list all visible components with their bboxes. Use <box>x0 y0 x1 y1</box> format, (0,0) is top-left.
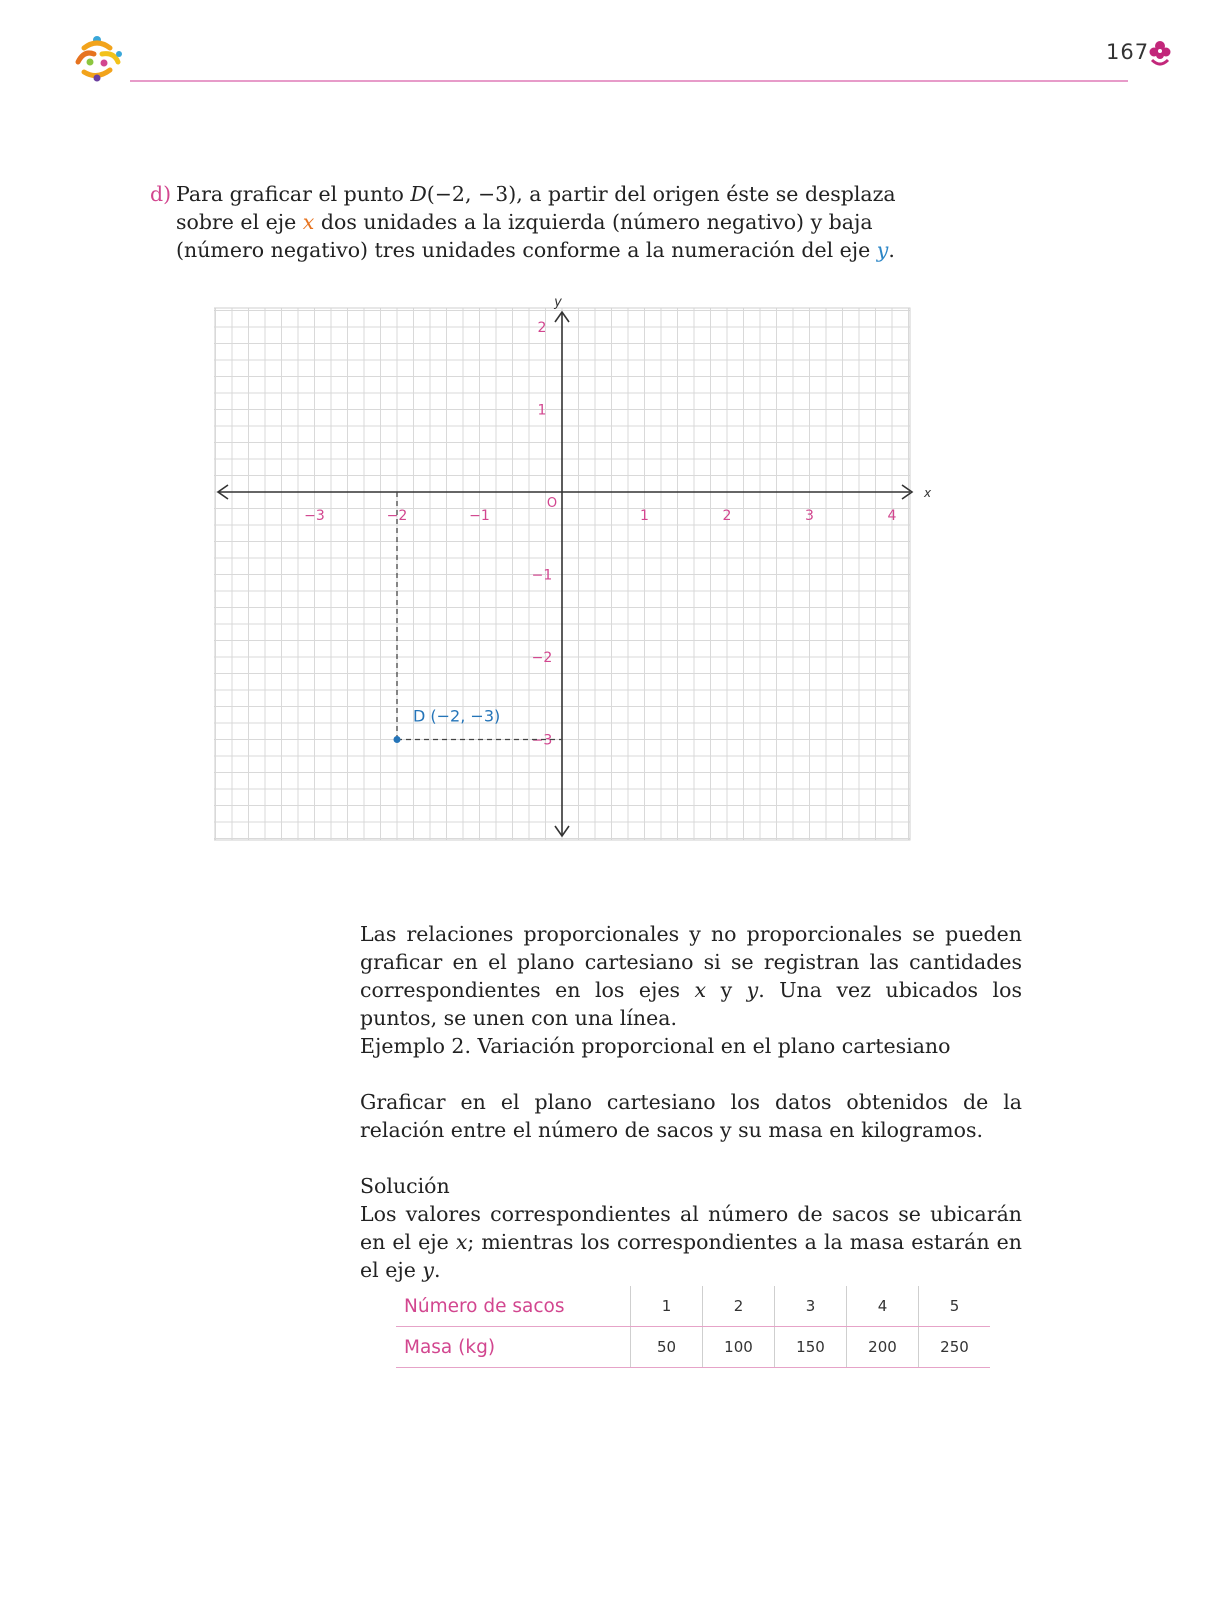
y-tick-label: 1 <box>537 402 547 419</box>
x-tick-label: 4 <box>887 508 897 524</box>
paragraph-instruction: Graficar en el plano cartesiano los datos obtenidos de la relación entre el número de sacos y su masa en kilogramos. <box>360 1090 1022 1142</box>
y-tick-label: −1 <box>531 567 553 584</box>
point-marker <box>394 736 401 743</box>
paragraph-proportional-relations <box>360 920 1022 1032</box>
sacks-mass-table <box>396 1286 990 1368</box>
item-d-text-1: Para graficar el punto <box>176 182 411 206</box>
item-d-y-var: y <box>876 238 889 262</box>
y-tick-label: −3 <box>531 732 553 749</box>
p1-y-var: y <box>746 978 759 1002</box>
row-header-sacks: Número de sacos <box>396 1286 631 1327</box>
paragraph-solution <box>360 1172 1022 1284</box>
item-d-coords: (−2, −3) <box>426 182 517 206</box>
p1-x-var: x <box>694 978 707 1002</box>
p1-text-b: y <box>706 978 747 1002</box>
point-label: D (−2, −3) <box>413 706 501 726</box>
table-cell: 100 <box>703 1327 775 1368</box>
table-row <box>396 1286 990 1327</box>
solution-title: Solución <box>360 1174 450 1198</box>
p4-text-c: . <box>433 1258 441 1282</box>
y-tick-label: −2 <box>531 650 553 666</box>
header-rule <box>130 80 1128 82</box>
x-tick-label: 1 <box>640 508 649 524</box>
item-d-text-2: , a partir del origen éste se desplaza sobre el eje <box>176 182 896 234</box>
table-cell: 1 <box>631 1286 703 1327</box>
flower-ornament-icon <box>1147 38 1173 68</box>
table-cell: 3 <box>775 1286 847 1327</box>
x-tick-label: 2 <box>722 508 732 524</box>
p4-text-a: Los valores correspondientes al número de sacos se ubicarán en el eje <box>360 1202 1022 1254</box>
x-tick-label: −2 <box>386 508 408 524</box>
table-cell: 50 <box>631 1327 703 1368</box>
table-cell: 250 <box>919 1327 991 1368</box>
p4-text-b: ; mientras los correspondientes a la masa estarán en el eje <box>360 1230 1022 1282</box>
table-cell: 4 <box>847 1286 919 1327</box>
item-d-body <box>176 180 896 264</box>
origin-label: O <box>546 496 558 511</box>
x-axis-label: x <box>924 486 932 500</box>
p4-y-var: y <box>422 1258 434 1282</box>
example-2-title: Ejemplo 2. Variación proporcional en el plano cartesiano <box>360 1034 951 1058</box>
item-d-paragraph <box>150 180 910 262</box>
item-d-text-3: dos unidades a la izquierda (número negativo) y baja (número negativo) tres unidades conforme a la numeración del eje <box>176 210 877 262</box>
table-cell: 2 <box>703 1286 775 1327</box>
table-cell: 150 <box>775 1327 847 1368</box>
page-number: 167 <box>1106 40 1150 64</box>
table-cell: 5 <box>919 1286 991 1327</box>
p4-x-var: x <box>455 1230 468 1254</box>
item-d-text-4: . <box>888 238 895 262</box>
y-axis-label: y <box>554 296 562 310</box>
table-row <box>396 1327 990 1368</box>
x-tick-label: −1 <box>469 508 490 524</box>
item-d-point-name: D <box>410 182 427 206</box>
item-d-label: d) <box>150 182 172 206</box>
cartesian-plane-chart <box>214 296 944 846</box>
y-tick-label: 2 <box>537 320 547 336</box>
x-tick-label: −3 <box>304 508 325 524</box>
p1-text-a: Las relaciones proporcionales y no proporcionales se pueden graficar en el plano cartesiano si se registran las cantidades correspondientes en los ejes <box>360 922 1022 1002</box>
x-tick-label: 3 <box>805 508 814 524</box>
table-cell: 200 <box>847 1327 919 1368</box>
logo-icon <box>70 32 126 84</box>
row-header-mass: Masa (kg) <box>396 1327 631 1368</box>
item-d-x-var: x <box>302 210 315 234</box>
p1-text-c: . Una vez ubicados los puntos, se unen con una línea. <box>360 978 1022 1030</box>
